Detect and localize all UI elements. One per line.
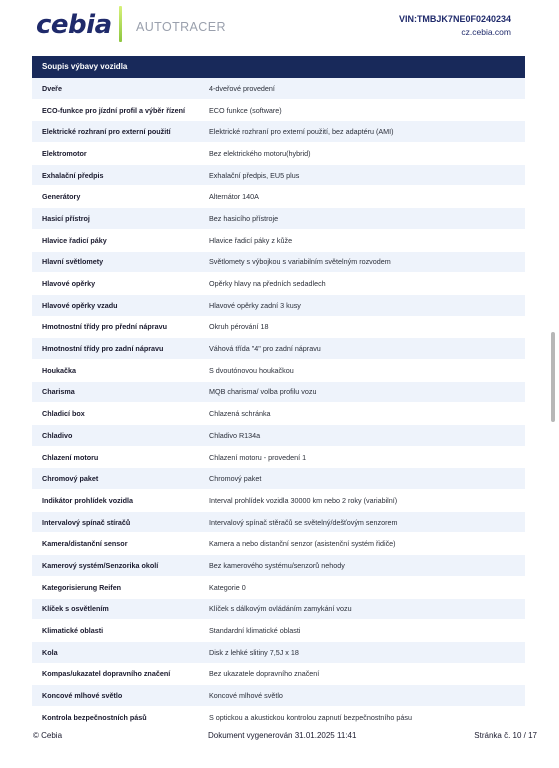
row-value: Hlavice řadicí páky z kůže [209, 235, 293, 245]
table-body [32, 78, 525, 729]
row-label: Charisma [42, 387, 75, 397]
row-value: Opěrky hlavy na předních sedadlech [209, 279, 326, 289]
cebia-logo: cebia [36, 10, 112, 40]
row-label: Hasicí přístroj [42, 213, 90, 223]
row-value: Intervalový spínač stěračů se světelný/dešťovým senzorem [209, 517, 398, 527]
row-label: Kamerový systém/Senzorika okolí [42, 560, 159, 570]
row-label: Klíček s osvětlením [42, 604, 109, 614]
row-label: ECO-funkce pro jízdní profil a výběr řízení [42, 105, 185, 115]
row-label: Koncové mlhové světlo [42, 691, 123, 701]
row-label: Elektrické rozhraní pro externí použití [42, 127, 171, 137]
logo-accent-bar [119, 6, 122, 42]
row-label: Hlavice řadicí páky [42, 235, 107, 245]
table-row [32, 295, 525, 317]
footer-generated-date: Dokument vygenerován 31.01.2025 11:41 [208, 731, 357, 740]
row-value: Disk z lehké slitiny 7,5J x 18 [209, 647, 299, 657]
table-row [32, 208, 525, 230]
row-label: Hmotnostní třídy pro přední nápravu [42, 322, 167, 332]
table-row [32, 100, 525, 122]
table-row [32, 425, 525, 447]
row-label: Generátory [42, 192, 81, 202]
row-value: Klíček s dálkovým ovládáním zamykání vozu [209, 604, 352, 614]
row-value: Kategorie 0 [209, 582, 246, 592]
row-value: Světlomety s výbojkou s variabilním světelným rozvodem [209, 257, 391, 267]
table-row [32, 685, 525, 707]
row-value: Exhalační předpis, EU5 plus [209, 170, 300, 180]
row-label: Kola [42, 647, 58, 657]
row-label: Kompas/ukazatel dopravního značení [42, 669, 171, 679]
table-row [32, 707, 525, 729]
page-footer [0, 731, 559, 745]
row-value: MQB charisma/ volba profilu vozu [209, 387, 317, 397]
row-value: Alternátor 140A [209, 192, 259, 202]
row-value: Chlazení motoru - provedení 1 [209, 452, 307, 462]
report-header [0, 0, 559, 56]
row-label: Indikátor prohlídek vozidla [42, 495, 134, 505]
row-value: Interval prohlídek vozidla 30000 km nebo 2 roky (variabilní) [209, 495, 398, 505]
row-value: Kamera a nebo distanční senzor (asistenční systém řidiče) [209, 539, 396, 549]
row-value: S optickou a akustickou kontrolou zapnutí bezpečnostního pásu [209, 712, 412, 722]
row-value: Bez ukazatele dopravního značení [209, 669, 320, 679]
table-row [32, 121, 525, 143]
row-value: Chladivo R134a [209, 430, 261, 440]
row-value: 4-dveřové provedení [209, 83, 275, 93]
row-value: Koncové mlhové světlo [209, 691, 283, 701]
table-row [32, 533, 525, 555]
row-label: Chladivo [42, 430, 73, 440]
row-label: Houkačka [42, 365, 76, 375]
table-title: Soupis výbavy vozidla [32, 56, 525, 78]
table-row [32, 664, 525, 686]
row-value: Bez kamerového systému/senzorů nehody [209, 560, 345, 570]
row-label: Hlavní světlomety [42, 257, 104, 267]
row-label: Chladicí box [42, 409, 85, 419]
row-value: S dvoutónovou houkačkou [209, 365, 294, 375]
row-label: Kamera/distanční sensor [42, 539, 128, 549]
row-label: Kategorisierung Reifen [42, 582, 122, 592]
row-label: Chromový paket [42, 474, 99, 484]
row-value: Hlavové opěrky zadní 3 kusy [209, 300, 301, 310]
table-row [32, 577, 525, 599]
vin-number: VIN:TMBJK7NE0F0240234 [398, 14, 511, 24]
website-link[interactable]: cz.cebia.com [461, 27, 511, 37]
table-row [32, 186, 525, 208]
table-row [32, 490, 525, 512]
table-row [32, 620, 525, 642]
row-label: Hmotnostní třídy pro zadní nápravu [42, 344, 164, 354]
table-row [32, 165, 525, 187]
product-name: AUTOTRACER [136, 20, 226, 34]
row-value: Standardní klimatické oblasti [209, 626, 301, 636]
row-value: Elektrické rozhraní pro externí použití, bez adaptéru (AMI) [209, 127, 394, 137]
row-label: Klimatické oblasti [42, 626, 104, 636]
equipment-table [32, 56, 525, 729]
row-label: Kontrola bezpečnostních pásů [42, 712, 147, 722]
row-value: Bez hasicího přístroje [209, 213, 279, 223]
table-row [32, 642, 525, 664]
row-value: Okruh pérování 18 [209, 322, 269, 332]
footer-copyright: © Cebia [33, 731, 63, 740]
table-row [32, 360, 525, 382]
row-value: Chlazená schránka [209, 409, 271, 419]
row-label: Chlazení motoru [42, 452, 99, 462]
table-row [32, 338, 525, 360]
table-row [32, 447, 525, 469]
table-row [32, 468, 525, 490]
table-row [32, 382, 525, 404]
row-value: Bez elektrického motoru(hybrid) [209, 148, 311, 158]
row-label: Dveře [42, 83, 62, 93]
scrollbar-thumb[interactable] [551, 332, 555, 422]
row-label: Hlavové opěrky vzadu [42, 300, 118, 310]
table-row [32, 252, 525, 274]
table-row [32, 78, 525, 100]
row-value: Váhová třída "4" pro zadní nápravu [209, 344, 321, 354]
row-label: Intervalový spínač stíračů [42, 517, 131, 527]
row-label: Elektromotor [42, 148, 87, 158]
row-value: ECO funkce (software) [209, 105, 282, 115]
table-row [32, 403, 525, 425]
table-row [32, 230, 525, 252]
table-row [32, 317, 525, 339]
table-row [32, 143, 525, 165]
footer-page-number: Stránka č. 10 / 17 [474, 731, 537, 740]
table-row [32, 599, 525, 621]
row-label: Hlavové opěrky [42, 279, 96, 289]
row-label: Exhalační předpis [42, 170, 104, 180]
table-row [32, 512, 525, 534]
row-value: Chromový paket [209, 474, 262, 484]
table-row [32, 273, 525, 295]
table-row [32, 555, 525, 577]
